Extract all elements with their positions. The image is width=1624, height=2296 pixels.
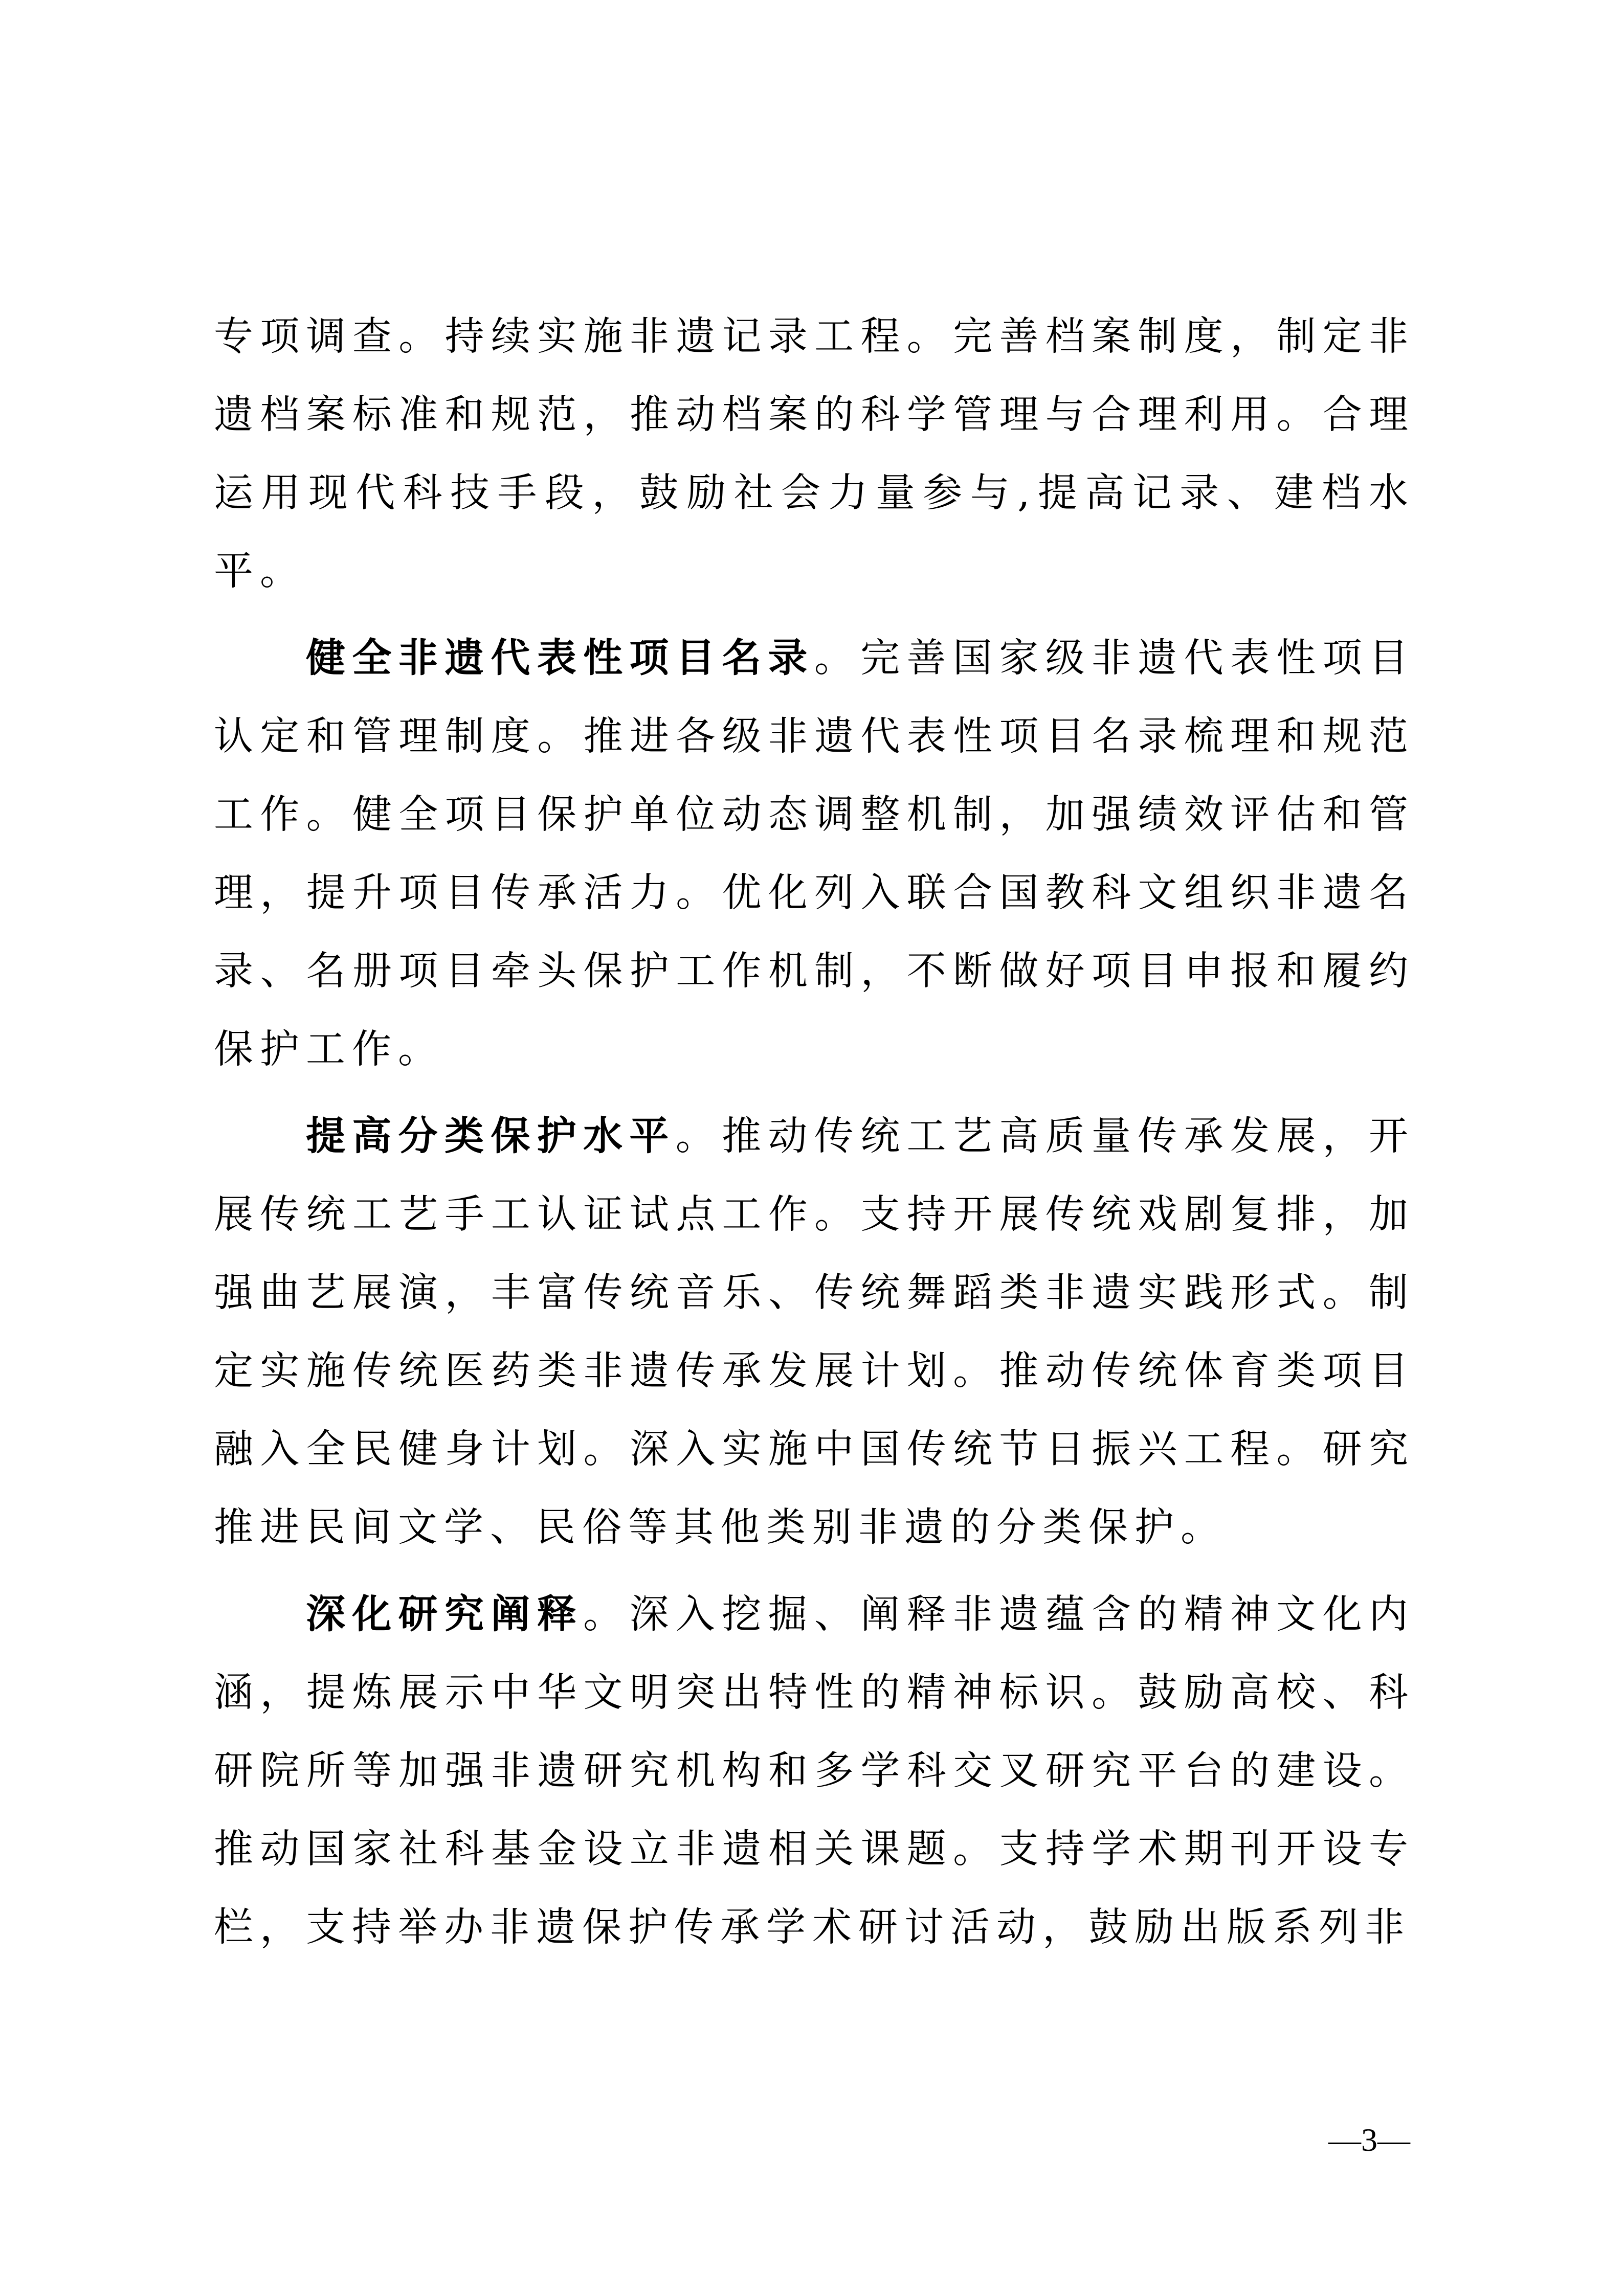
paragraph-text: 专项调查。持续实施非遗记录工程。完善档案制度，制定非遗档案标准和规范，推动档案的科学管理与合理利用。合理运用现代科技手段，鼓励社会力量参与,提高记录、建档水平。	[214, 314, 1415, 594]
paragraph-category-protection	[214, 1097, 1415, 1567]
paragraph-heading: 深化研究阐释	[306, 1592, 584, 1637]
paragraph-heading: 提高分类保护水平	[306, 1114, 676, 1159]
paragraph-text: 。完善国家级非遗代表性项目认定和管理制度。推进各级非遗代表性项目名录梳理和规范工作。健全项目保护单位动态调整机制，加强绩效评估和管理，提升项目传承活力。优化列入联合国教科文组织非遗名录、名册项目牵头保护工作机制，不断做好项目申报和履约保护工作。	[214, 636, 1415, 1072]
paragraph-text: 。深入挖掘、阐释非遗蕴含的精神文化内涵，提炼展示中华文明突出特性的精神标识。鼓励高校、科研院所等加强非遗研究机构和多学科交叉研究平台的建设。推动国家社科基金设立非遗相关课题。支持学术期刊开设专栏，支持举办非遗保护传承学术研讨活动，鼓励出版系列非	[214, 1592, 1415, 1950]
paragraph-text: 。推动传统工艺高质量传承发展，开展传统工艺手工认证试点工作。支持开展传统戏剧复排，加强曲艺展演，丰富传统音乐、传统舞蹈类非遗实践形式。制定实施传统医药类非遗传承发展计划。推动传统体育类项目融入全民健身计划。深入实施中国传统节日振兴工程。研究推进民间文学、民俗等其他类别非遗的分类保护。	[214, 1114, 1415, 1550]
paragraph-project-list	[214, 619, 1415, 1089]
paragraph-continuation	[214, 298, 1415, 611]
paragraph-research	[214, 1575, 1415, 1967]
paragraph-heading: 健全非遗代表性项目名录	[306, 636, 814, 681]
document-body	[214, 298, 1415, 1975]
page-number: —3—	[1328, 2122, 1410, 2158]
